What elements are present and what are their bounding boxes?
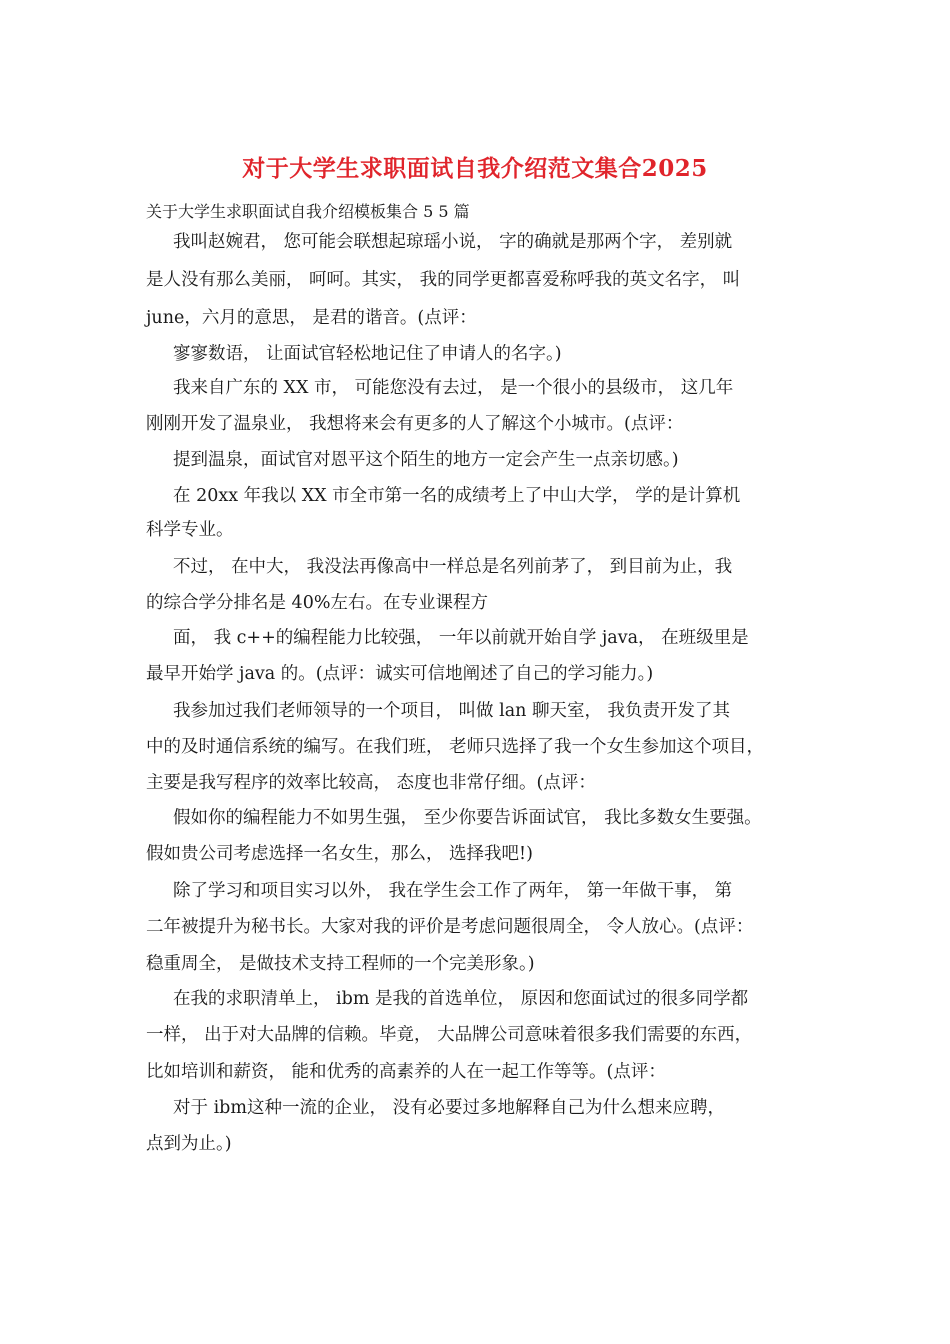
body-line: 点到为止。) [146,1134,232,1154]
body-line: 我来自广东的 XX 市， 可能您没有去过， 是一个很小的县级市， 这几年 [173,378,734,398]
document-title: 对于大学生求职面试自我介绍范文集合2025 [242,155,708,182]
body-line: 假如贵公司考虑选择一名女生，那么， 选择我吧!) [146,844,533,864]
body-line: 我参加过我们老师领导的一个项目， 叫做 lan 聊天室， 我负责开发了其 [173,701,731,721]
body-line: 最早开始学 java 的。(点评：诚实可信地阐述了自己的学习能力。) [146,664,654,684]
body-line: 我叫赵婉君， 您可能会联想起琼瑶小说， 字的确就是那两个字， 差别就 [173,232,733,252]
body-line: 的综合学分排名是 40%左右。在专业课程方 [146,593,488,613]
body-line: 刚刚开发了温泉业， 我想将来会有更多的人了解这个小城市。(点评： [146,414,684,434]
body-line: 提到温泉，面试官对恩平这个陌生的地方一定会产生一点亲切感。) [173,450,679,470]
body-line: 中的及时通信系统的编写。在我们班， 老师只选择了我一个女生参加这个项目， [146,737,765,757]
body-line: 寥寥数语， 让面试官轻松地记住了申请人的名字。) [173,344,562,364]
body-line: 假如你的编程能力不如男生强， 至少你要告诉面试官， 我比多数女生要强。 [173,808,762,828]
body-line: 不过， 在中大， 我没法再像高中一样总是名列前茅了， 到目前为止，我 [173,557,733,577]
body-line: 对于 ibm这种一流的企业， 没有必要过多地解释自己为什么想来应聘， [173,1098,726,1118]
body-line: 稳重周全， 是做技术支持工程师的一个完美形象。) [146,954,535,974]
document-subtitle: 关于大学生求职面试自我介绍模板集合 5 5 篇 [146,202,470,221]
body-line: 一样， 出于对大品牌的信赖。毕竟， 大品牌公司意味着很多我们需要的东西， [146,1025,753,1045]
body-line: 二年被提升为秘书长。大家对我的评价是考虑问题很周全， 令人放心。(点评： [146,917,754,937]
body-line: 主要是我写程序的效率比较高， 态度也非常仔细。(点评： [146,773,596,793]
body-line: 除了学习和项目实习以外， 我在学生会工作了两年， 第一年做干事， 第 [173,881,733,901]
body-line: 在 20xx 年我以 XX 市全市第一名的成绩考上了中山大学， 学的是计算机 [173,486,741,506]
body-line: 面， 我 c++的编程能力比较强， 一年以前就开始自学 java， 在班级里是 [173,628,749,648]
body-line: june，六月的意思， 是君的谐音。(点评： [146,308,477,328]
body-line: 在我的求职清单上， ibm 是我的首选单位， 原因和您面试过的很多同学都 [173,989,749,1009]
body-line: 是人没有那么美丽， 呵呵。其实， 我的同学更都喜爱称呼我的英文名字， 叫 [146,270,741,290]
body-line: 科学专业。 [146,520,234,540]
body-line: 比如培训和薪资， 能和优秀的高素养的人在一起工作等等。(点评： [146,1062,666,1082]
